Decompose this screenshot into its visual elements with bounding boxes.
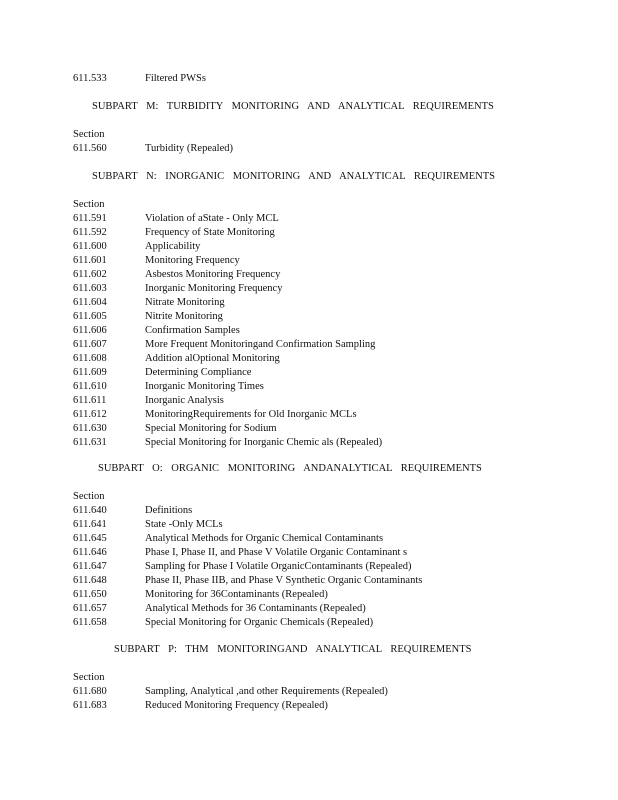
section-title: Nitrite Monitoring bbox=[145, 311, 223, 322]
section-label: Section bbox=[73, 672, 105, 683]
section-number: 611.610 bbox=[73, 381, 107, 392]
section-number: 611.603 bbox=[73, 283, 107, 294]
section-title: Analytical Methods for Organic Chemical Contaminants bbox=[145, 533, 384, 544]
section-title: Inorganic Monitoring Frequency bbox=[145, 283, 283, 294]
section-number: 611.609 bbox=[73, 367, 107, 378]
section-title: Applicability bbox=[145, 241, 201, 252]
section-number: 611.650 bbox=[73, 589, 107, 600]
section-title: Turbidity (Repealed) bbox=[145, 143, 233, 154]
subpart-heading: SUBPART M: TURBIDITY MONITORING AND ANALYTICAL REQUIREMENTS bbox=[92, 101, 494, 112]
section-title: Inorganic Analysis bbox=[145, 395, 224, 406]
section-number: 611.533 bbox=[73, 73, 107, 84]
section-title: Reduced Monitoring Frequency (Repealed) bbox=[145, 700, 328, 711]
section-number: 611.611 bbox=[73, 395, 107, 406]
section-title: Asbestos Monitoring Frequency bbox=[145, 269, 281, 280]
section-title: Analytical Methods for 36 Contaminants (Repealed) bbox=[145, 603, 366, 614]
section-number: 611.600 bbox=[73, 241, 107, 252]
section-number: 611.592 bbox=[73, 227, 107, 238]
section-number: 611.641 bbox=[73, 519, 107, 530]
section-title: Monitoring for 36Contaminants (Repealed) bbox=[145, 589, 328, 600]
section-label: Section bbox=[73, 199, 105, 210]
section-title: Frequency of State Monitoring bbox=[145, 227, 275, 238]
section-number: 611.647 bbox=[73, 561, 107, 572]
section-number: 611.560 bbox=[73, 143, 107, 154]
section-title: Filtered PWSs bbox=[145, 73, 206, 84]
section-title: Determining Compliance bbox=[145, 367, 252, 378]
section-label: Section bbox=[73, 491, 105, 502]
section-number: 611.608 bbox=[73, 353, 107, 364]
section-title: Violation of aState - Only MCL bbox=[145, 213, 279, 224]
section-number: 611.640 bbox=[73, 505, 107, 516]
section-number: 611.645 bbox=[73, 533, 107, 544]
section-number: 611.683 bbox=[73, 700, 107, 711]
section-title: Nitrate Monitoring bbox=[145, 297, 225, 308]
section-title: Sampling for Phase I Volatile OrganicContaminants (Repealed) bbox=[145, 561, 412, 572]
section-number: 611.591 bbox=[73, 213, 107, 224]
section-label: Section bbox=[73, 129, 105, 140]
section-title: Sampling, Analytical ,and other Requirements (Repealed) bbox=[145, 686, 388, 697]
section-number: 611.631 bbox=[73, 437, 107, 448]
section-number: 611.630 bbox=[73, 423, 107, 434]
section-number: 611.606 bbox=[73, 325, 107, 336]
section-number: 611.648 bbox=[73, 575, 107, 586]
subpart-heading: SUBPART N: INORGANIC MONITORING AND ANALYTICAL REQUIREMENTS bbox=[92, 171, 496, 182]
section-number: 611.657 bbox=[73, 603, 107, 614]
section-title: Definitions bbox=[145, 505, 193, 516]
section-title: More Frequent Monitoringand Confirmation Sampling bbox=[145, 339, 376, 350]
section-title: Phase II, Phase IIB, and Phase V Synthetic Organic Contaminants bbox=[145, 575, 423, 586]
section-title: MonitoringRequirements for Old Inorganic MCLs bbox=[145, 409, 357, 420]
section-number: 611.604 bbox=[73, 297, 107, 308]
section-title: Special Monitoring for Inorganic Chemic als (Repealed) bbox=[145, 437, 383, 448]
section-title: Inorganic Monitoring Times bbox=[145, 381, 264, 392]
subpart-heading: SUBPART P: THM MONITORINGAND ANALYTICAL REQUIREMENTS bbox=[114, 644, 472, 655]
section-title: Special Monitoring for Organic Chemicals (Repealed) bbox=[145, 617, 374, 628]
section-title: Phase I, Phase II, and Phase V Volatile Organic Contaminant s bbox=[145, 547, 408, 558]
section-title: Monitoring Frequency bbox=[145, 255, 240, 266]
section-number: 611.602 bbox=[73, 269, 107, 280]
section-number: 611.658 bbox=[73, 617, 107, 628]
section-title: Special Monitoring for Sodium bbox=[145, 423, 277, 434]
section-number: 611.605 bbox=[73, 311, 107, 322]
section-number: 611.680 bbox=[73, 686, 107, 697]
section-number: 611.601 bbox=[73, 255, 107, 266]
subpart-heading: SUBPART O: ORGANIC MONITORING ANDANALYTICAL REQUIREMENTS bbox=[98, 463, 482, 474]
section-number: 611.607 bbox=[73, 339, 107, 350]
section-number: 611.612 bbox=[73, 409, 107, 420]
section-title: State -Only MCLs bbox=[145, 519, 223, 530]
section-number: 611.646 bbox=[73, 547, 107, 558]
section-title: Confirmation Samples bbox=[145, 325, 240, 336]
section-title: Addition alOptional Monitoring bbox=[145, 353, 280, 364]
